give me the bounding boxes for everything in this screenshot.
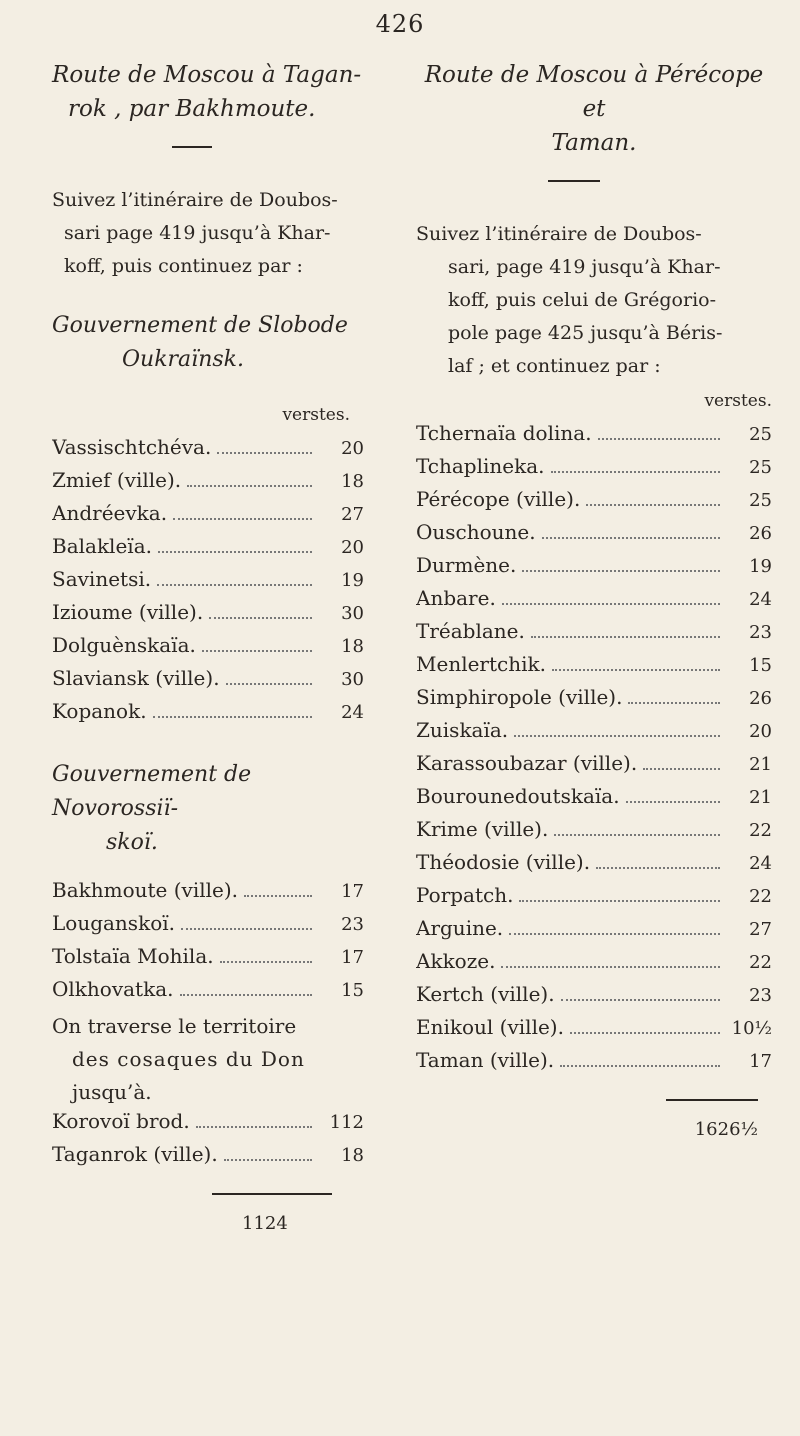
stop-name: Pérécope (ville). bbox=[416, 487, 581, 511]
stop-name: Korovoï brod. bbox=[52, 1109, 190, 1133]
distance-value: 23 bbox=[749, 622, 772, 643]
itinerary-row bbox=[416, 883, 772, 916]
distance-value: 22 bbox=[749, 886, 772, 907]
itinerary-row bbox=[416, 421, 772, 454]
section-heading-line: Gouvernement de Slobode bbox=[52, 313, 348, 338]
itinerary-row bbox=[416, 652, 772, 685]
distance-value: 15 bbox=[749, 655, 772, 676]
itinerary-row bbox=[416, 1048, 772, 1081]
itinerary-row bbox=[52, 633, 364, 666]
distance-value: 17 bbox=[341, 947, 364, 968]
left-intro-line: koff, puis continuez par : bbox=[64, 255, 303, 277]
itinerary-row bbox=[416, 454, 772, 487]
itinerary-row bbox=[416, 850, 772, 883]
stop-name: Krime (ville). bbox=[416, 817, 549, 841]
distance-value: 15 bbox=[341, 980, 364, 1001]
left-unit-label: verstes. bbox=[282, 405, 350, 425]
left-intro-line: Suivez l’itinéraire de Doubos- bbox=[52, 189, 338, 211]
itinerary-row bbox=[416, 586, 772, 619]
itinerary-row bbox=[416, 520, 772, 553]
left-total-rule bbox=[212, 1193, 332, 1195]
itinerary-row bbox=[416, 949, 772, 982]
right-intro bbox=[416, 218, 772, 383]
itinerary-row bbox=[52, 468, 364, 501]
note-line: jusqu’à. bbox=[72, 1080, 152, 1104]
distance-value: 23 bbox=[341, 914, 364, 935]
section-heading-line: skoï. bbox=[106, 830, 158, 855]
distance-value: 26 bbox=[749, 688, 772, 709]
distance-value: 27 bbox=[749, 919, 772, 940]
itinerary-row bbox=[52, 435, 364, 468]
right-intro-line: Suivez l’itinéraire de Doubos- bbox=[416, 223, 702, 245]
stop-name: Simphiropole (ville). bbox=[416, 685, 623, 709]
right-total-rule bbox=[666, 1099, 758, 1101]
don-cossacks-note bbox=[52, 1010, 364, 1109]
stop-name: Zmief (ville). bbox=[52, 468, 182, 492]
distance-value: 22 bbox=[749, 820, 772, 841]
itinerary-row bbox=[52, 699, 364, 732]
stop-name: Kopanok. bbox=[52, 699, 147, 723]
right-title-line-2: Taman. bbox=[551, 130, 637, 156]
page-number: 426 bbox=[375, 10, 425, 38]
distance-value: 21 bbox=[749, 787, 772, 808]
itinerary-row bbox=[52, 501, 364, 534]
stop-name: Tolstaïa Mohila. bbox=[52, 944, 214, 968]
section-heading-slobode bbox=[52, 309, 364, 377]
right-total: 1626½ bbox=[694, 1119, 758, 1140]
itinerary-row bbox=[52, 977, 364, 1010]
stop-name: Anbare. bbox=[416, 586, 496, 610]
stop-name: Taman (ville). bbox=[416, 1048, 555, 1072]
stop-name: Porpatch. bbox=[416, 883, 514, 907]
distance-value: 19 bbox=[749, 556, 772, 577]
distance-value: 20 bbox=[341, 537, 364, 558]
distance-value: 25 bbox=[749, 457, 772, 478]
right-route-title bbox=[416, 58, 772, 160]
distance-value: 22 bbox=[749, 952, 772, 973]
distance-value: 30 bbox=[341, 603, 364, 624]
right-title-rule bbox=[548, 180, 600, 182]
itinerary-row bbox=[416, 487, 772, 520]
left-column bbox=[52, 58, 364, 1234]
stop-name: Durmène. bbox=[416, 553, 517, 577]
stop-name: Enikoul (ville). bbox=[416, 1015, 564, 1039]
distance-value: 25 bbox=[749, 424, 772, 445]
stop-name: Bourounedoutskaïa. bbox=[416, 784, 620, 808]
itinerary-row bbox=[52, 666, 364, 699]
left-intro bbox=[52, 184, 364, 283]
distance-value: 18 bbox=[341, 471, 364, 492]
distance-value: 21 bbox=[749, 754, 772, 775]
stop-name: Olkhovatka. bbox=[52, 977, 174, 1001]
distance-value: 25 bbox=[749, 490, 772, 511]
stop-name: Bakhmoute (ville). bbox=[52, 878, 239, 902]
itinerary-row bbox=[416, 982, 772, 1015]
distance-value: 19 bbox=[341, 570, 364, 591]
stop-name: Tréablane. bbox=[416, 619, 525, 643]
left-intro-line: sari page 419 jusqu’à Khar- bbox=[64, 222, 331, 244]
stop-name: Vassischtchéva. bbox=[52, 435, 212, 459]
stop-name: Théodosie (ville). bbox=[416, 850, 591, 874]
itinerary-row bbox=[416, 553, 772, 586]
itinerary-row bbox=[52, 1142, 364, 1175]
stop-name: Tchernaïa dolina. bbox=[416, 421, 592, 445]
left-title-line-1: Route de Moscou à Tagan- bbox=[52, 62, 362, 88]
distance-value: 18 bbox=[341, 1145, 364, 1166]
right-intro-line: laf ; et continuez par : bbox=[448, 355, 661, 377]
left-title-rule bbox=[172, 146, 212, 148]
itinerary-row bbox=[52, 534, 364, 567]
itinerary-row bbox=[416, 619, 772, 652]
right-column bbox=[416, 58, 772, 1140]
stop-name: Tchaplineka. bbox=[416, 454, 545, 478]
right-intro-line: pole page 425 jusqu’à Béris- bbox=[448, 322, 723, 344]
stop-name: Kertch (ville). bbox=[416, 982, 555, 1006]
stop-name: Karassoubazar (ville). bbox=[416, 751, 638, 775]
distance-value: 20 bbox=[749, 721, 772, 742]
itinerary-row bbox=[416, 817, 772, 850]
distance-value: 112 bbox=[329, 1112, 364, 1133]
left-section2-entries bbox=[52, 878, 364, 1010]
right-unit-label: verstes. bbox=[704, 391, 772, 411]
left-section1-entries bbox=[52, 435, 364, 732]
left-title-line-2: rok , par Bakhmoute. bbox=[68, 96, 316, 122]
distance-value: 23 bbox=[749, 985, 772, 1006]
itinerary-row bbox=[52, 567, 364, 600]
stop-name: Slaviansk (ville). bbox=[52, 666, 220, 690]
stop-name: Izioume (ville). bbox=[52, 600, 204, 624]
distance-value: 20 bbox=[341, 438, 364, 459]
section-heading-line: Oukraïnsk. bbox=[122, 347, 244, 372]
stop-name: Dolguènskaïa. bbox=[52, 633, 196, 657]
stop-name: Savinetsi. bbox=[52, 567, 152, 591]
right-title-line-1: Route de Moscou à Pérécope et bbox=[424, 62, 764, 122]
itinerary-row bbox=[416, 916, 772, 949]
distance-value: 17 bbox=[341, 881, 364, 902]
stop-name: Balakleïa. bbox=[52, 534, 152, 558]
stop-name: Taganrok (ville). bbox=[52, 1142, 218, 1166]
itinerary-row bbox=[52, 944, 364, 977]
itinerary-row bbox=[416, 1015, 772, 1048]
note-line: des cosaques du Don bbox=[72, 1047, 305, 1071]
distance-value: 10½ bbox=[731, 1018, 772, 1039]
right-intro-line: sari, page 419 jusqu’à Khar- bbox=[448, 256, 721, 278]
stop-name: Akkoze. bbox=[416, 949, 496, 973]
distance-value: 24 bbox=[341, 702, 364, 723]
right-entries bbox=[416, 421, 772, 1081]
itinerary-row bbox=[416, 718, 772, 751]
itinerary-row bbox=[52, 600, 364, 633]
itinerary-row bbox=[416, 784, 772, 817]
stop-name: Andréevka. bbox=[52, 501, 168, 525]
itinerary-row bbox=[52, 1109, 364, 1142]
stop-name: Menlertchik. bbox=[416, 652, 546, 676]
distance-value: 24 bbox=[749, 589, 772, 610]
stop-name: Ouschoune. bbox=[416, 520, 536, 544]
left-section3-entries bbox=[52, 1109, 364, 1175]
itinerary-row bbox=[52, 911, 364, 944]
distance-value: 26 bbox=[749, 523, 772, 544]
stop-name: Louganskoï. bbox=[52, 911, 175, 935]
distance-value: 18 bbox=[341, 636, 364, 657]
stop-name: Arguine. bbox=[416, 916, 504, 940]
distance-value: 17 bbox=[749, 1051, 772, 1072]
left-total: 1124 bbox=[242, 1213, 288, 1234]
itinerary-row bbox=[416, 751, 772, 784]
distance-value: 27 bbox=[341, 504, 364, 525]
stop-name: Zuiskaïa. bbox=[416, 718, 509, 742]
section-heading-novorossiiskoi bbox=[52, 758, 364, 860]
distance-value: 24 bbox=[749, 853, 772, 874]
note-line: On traverse le territoire bbox=[52, 1014, 297, 1038]
left-route-title bbox=[52, 58, 364, 126]
right-intro-line: koff, puis celui de Grégorio- bbox=[448, 289, 717, 311]
distance-value: 30 bbox=[341, 669, 364, 690]
itinerary-row bbox=[52, 878, 364, 911]
itinerary-row bbox=[416, 685, 772, 718]
section-heading-line: Gouvernement de Novorossiï- bbox=[52, 762, 252, 821]
